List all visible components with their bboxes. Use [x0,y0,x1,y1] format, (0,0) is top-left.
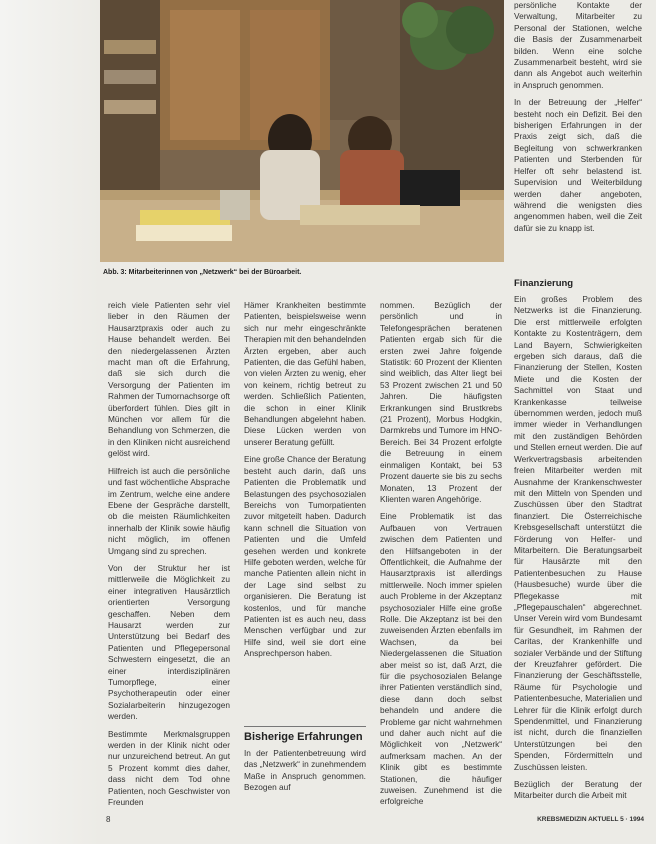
article-column-2-continued [244,748,366,808]
article-column-4 [514,0,642,258]
paragraph: Hämer Krankheiten bestimmte Patienten, beispielsweise wenn sich nur mehr eingeschränkte Therapien mit den behandelnden Ärzten ergeben, aber auch Patienten, die das Gefühl haben, von vielen Ärzten zu wenig, eher von keinem, richtig betreut zu werden. Schließlich Patienten, die schon in einer Klinik Behandlungen abgelehnt haben. Diese Lücken werden von unserer Beratung gefüllt. [244,300,366,447]
paragraph: nommen. Bezüglich der persönlich und in Telefongesprächen beratenen Patienten ergab sich für die ersten zwei Jahre folgende Statistik: 60 Prozent der Klienten sind weiblich, das Alter liegt bei 53 Prozent zwischen 21 und 50 Jahren. Die häufigsten Erkrankungen sind Brustkrebs (21 Prozent), Morbus Hodgkin, Darmkrebs und Tumore im HNO-Bereich. Bei 34 Prozent erfolgte die Betreuung in einem einmaligen Kontakt, bei 53 Prozent dauerte sie bis zu sechs Monaten, 13 Prozent der Klienten waren Angehörige. [380,300,502,504]
paragraph: persönliche Kontakte der Verwaltung, Mitarbeiter zu Personal der Stationen, welche die Basis der Zusammenarbeit bilden. Wenn eine solche Zusammenarbeit besteht, wird sie dann als Angebot auch weiterhin in Anspruch genommen. [514,0,642,90]
page-gutter [0,0,100,844]
paragraph: In der Patientenbetreuung wird das „Netzwerk“ in zunehmendem Maße in Anspruch genommen. Bezogen auf [244,748,366,793]
paragraph: Eine große Chance der Beratung besteht auch darin, daß uns Patienten die Problematik und Belastungen des psychosozialen Bereichs von Tumorpatienten zuvor mitgeteilt haben. Dadurch kann schnell die Situation von Patienten und die Umfeld gesehen werden und konkrete Hilfe geboten werden, welche für manche Patienten allein nicht in der Lage sind selbst zu organisieren. Die Beratung ist kostenlos, und für manche Patienten ist es auch neu, dass Menschen verfügbar und zur Hilfe sind, weil sie dort eine Ansprechperson haben. [244,454,366,659]
section-heading-financing: Finanzierung [514,278,574,289]
photo-caption: Abb. 3: Mitarbeiterinnen von „Netzwerk“ bei der Büroarbeit. [103,269,302,276]
paragraph: In der Betreuung der „Helfer“ besteht noch ein Defizit. Bei den bisherigen Erfahrungen in der Praxis zeigt sich, daß die Begleitung von schwerkranken Patienten und Sterbenden für Helfer oft sehr belastend ist. Supervision und Weiterbildung werden daher angeboten, während die wenigsten dies angenommen haben, weil die Zeit dafür sie zu knapp ist. [514,97,642,233]
paragraph: Ein großes Problem des Netzwerks ist die Finanzierung. Die erst mittlerweile erfolgten Kontakte zu Kostenträgern, dem Land Bayern, Schwierigkeiten ergeben sich daraus, daß die Finanzierung der Stellen, Kosten Miete und die Kosten der Sachmittel von Staat und Krankenkasse teilweise übernommen werden, jedoch muß immer wieder in Verhandlungen mit den zuständigen Behörden und Stellen erneut werden. Die auf Werkvertragsbasis arbeitenden freien Mitarbeiter werden mit Ausnahme der Krankenschwester mit den Mitteln von Spenden und Zuschüssen über den Stadtrat finanziert. Die Österreichische Krebsgesellschaft unterstützt die Förderung von Helfer- und Mitarbeitern. Die Beratungsarbeit für Hausärzte mit den Patientenbesuchen zu Hause (Hausbesuche) wurde über die Pflegekasse mit „Pflegepauschalen“ abgerechnet. Unser Verein wird vom Bundesamt für Gesundheit, im Rahmen der Caritas, der Krankenhilfe und sozialer Verbände und der Stiftung der Kreuzfahrer gefördert. Die Finanzierung der Geschäftsstelle, Räume für Psychologie und Patientenbesuche, Materialien und Lehrer für die Klinik erfolgt durch Spendenmittel, und Finanzierung ist nicht, durch die finanziellen Unterstützungen bei den Spenden, Fördermitteln und Zuschüssen leisten. [514,294,642,772]
section-heading-experiences: Bisherige Erfahrungen [244,731,363,743]
office-photo [100,0,504,262]
paragraph: Eine Problematik ist das Aufbauen von Vertrauen zwischen dem Patienten und den Hilfsangeboten in der Öffentlichkeit, die Aufnahme der Hausarztpraxis ist allerdings mittlerweile. Noch immer spielen auch Probleme in der Akzeptanz psychosozialer Hilfe eine große Rolle. Die Akzeptanz ist bei den zuweisenden Ärzten ebenfalls im Wachsen, da bei Niedergelassenen die Situation aber meist so ist, daß Arzt, die für die psychosozialen Belange ihrer Patienten verständlich sind, diese dann doch selbst behandeln und andere die Probleme gar nicht wahrnehmen und daher auch nicht auf die Möglichkeit von „Netzwerk“ aufmerksam machen. An der Klinik gibt es bestimmte Stationen, die häufiger zuweisen. Zunehmend ist die erfolgreiche [380,511,502,807]
article-column-1 [108,300,230,808]
paragraph: Von der Struktur her ist mittlerweile die Möglichkeit zu einer integrativen Hausärztlich orientierten Versorgung geschaffen. Neben dem Hausarzt werden zur Unterstützung bei Bedarf des Patienten und Pflegepersonal Schwestern eingesetzt, die an einer interdisziplinären Tumorpflege, einer Psychotherapeutin oder einer Sozialarbeiterin hinzugezogen werden. [108,562,230,722]
article-column-5 [514,294,642,806]
paragraph: Bestimmte Merkmalsgruppen werden in der Klinik nicht oder nur unzureichend betreut. An gut 5 Prozent kommt dies daher, dass nicht dem Tod ohne Patienten, noch Geschwister von Freunden [108,728,230,808]
article-column-3 [380,300,502,807]
section-rule [244,726,366,727]
paragraph: reich viele Patienten sehr viel lieber in den Räumen der Hausarztpraxis oder auch zu Hause behandelt werden. Bei den niedergelassenen Ärzten macht man oft die Erfahrung, daß sie sich durch die Versorgung der Patienten im Rahmen der Tumornachsorge oft überfordert fühlen. Dies gilt in München vor allem für die Behandlung von Schmerzen, die in den Kliniken nicht ausreichend gelöst wird. [108,300,230,459]
article-column-2 [244,300,366,720]
office-photo-illustration [100,0,504,262]
paragraph: Hilfreich ist auch die persönliche und fast wöchentliche Absprache im Zentrum, welche eine andere Ebene der Gespräche darstellt, ob die meisten Räumlichkeiten innerhalb der Klinik sowie häufig nicht möglich, im offenen Umgang sind zu sprechen. [108,465,230,556]
page-number: 8 [106,815,111,824]
journal-footer: KREBSMEDIZIN AKTUELL 5 · 1994 [537,816,644,823]
paragraph: Bezüglich der Beratung der Mitarbeiter durch die Arbeit mit [514,779,642,801]
